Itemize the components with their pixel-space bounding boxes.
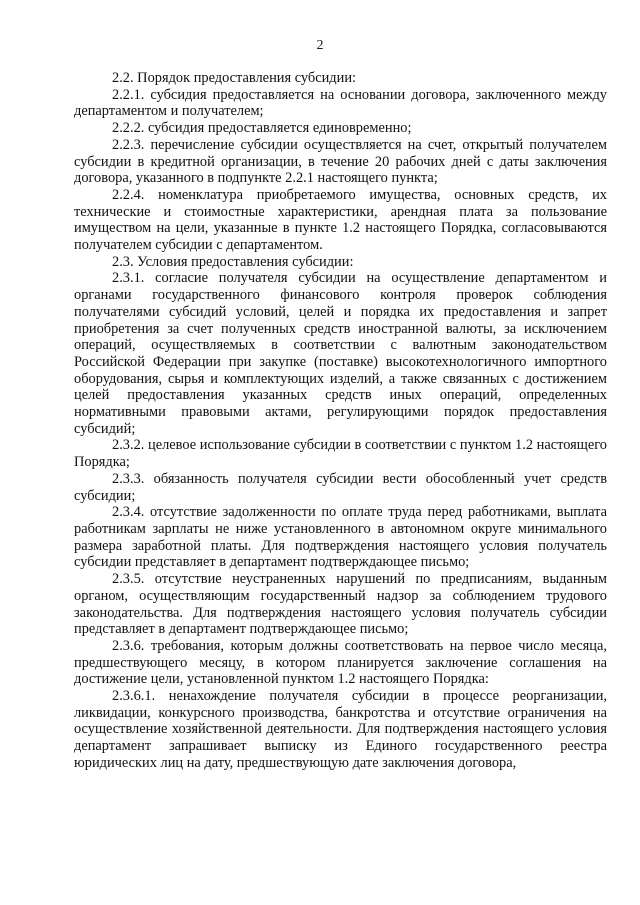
paragraph-2-3-1: 2.3.1. согласие получателя субсидии на осуществление департаментом и органами государственного финансового контроля проверок соблюдения получателями субсидий условий, целей и порядка их предоставления и запрет приобретения за счет полученных средств иностранной валюты, за исключением операций, осуществляемых в соответствии с валютным законодательством Российской Федерации при закупке (поставке) высокотехнологичного импортного оборудования, сырья и комплектующих изделий, а также связанных с достижением целей предоставления указанных средств иных операций, определенных нормативными правовыми актами, регулирующими порядок предоставления субсидий; [74, 270, 607, 437]
paragraph-2-2-2: 2.2.2. субсидия предоставляется единовременно; [112, 120, 412, 137]
paragraph-2-3-6: 2.3.6. требования, которым должны соответствовать на первое число месяца, предшествующего месяцу, в котором планируется заключение соглашения на достижение цели, установленной пунктом 1.2 настоящего Порядка: [74, 637, 607, 688]
document-body [74, 70, 607, 772]
paragraph-2-3-3: 2.3.3. обязанность получателя субсидии вести обособленный учет средств субсидии; [74, 470, 607, 504]
paragraph-2-3-5: 2.3.5. отсутствие неустраненных нарушений по предписаниям, выданным органом, осуществляющим государственный надзор за соблюдением трудового законодательства. Для подтверждения настоящего условия получатель субсидии представляет в департамент подтверждающее письмо; [74, 571, 607, 638]
section-heading-2-3: 2.3. Условия предоставления субсидии: [112, 253, 354, 270]
paragraph-2-3-4: 2.3.4. отсутствие задолженности по оплате труда перед работниками, выплата работникам зарплаты не ниже установленного в автономном округе минимального размера заработной платы. Для подтверждения настоящего условия получатель субсидии представляет в департамент подтверждающее письмо; [74, 504, 607, 571]
section-heading-2-2: 2.2. Порядок предоставления субсидии: [112, 70, 357, 86]
paragraph-2-2-4: 2.2.4. номенклатура приобретаемого имущества, основных средств, их технические и стоимостные характеристики, арендная плата за пользование имуществом на цели, указанные в пункте 1.2 настоящего Порядка, согласовываются получателем субсидии с департаментом. [74, 186, 607, 254]
paragraph-2-2-1: 2.2.1. субсидия предоставляется на основании договора, заключенного между департаментом и получателем; [74, 86, 607, 120]
paragraph-2-2-3: 2.2.3. перечисление субсидии осуществляется на счет, открытый получателем субсидии в кредитной организации, в течение 20 рабочих дней с даты заключения договора, указанного в подпункте 2.2.1 настоящего пункта; [74, 136, 607, 187]
page-number: 2 [316, 38, 324, 53]
paragraph-2-3-2: 2.3.2. целевое использование субсидии в соответствии с пунктом 1.2 настоящего Порядка; [74, 437, 607, 471]
paragraph-2-3-6-1: 2.3.6.1. ненахождение получателя субсидии в процессе реорганизации, ликвидации, конкурсного производства, банкротства и отсутствие ограничения на осуществление хозяйственной деятельности. Для подтверждения настоящего условия департамент запрашивает выписку из Единого государственного реестра юридических лиц на дату, предшествующую дате заключения договора, [74, 688, 607, 771]
